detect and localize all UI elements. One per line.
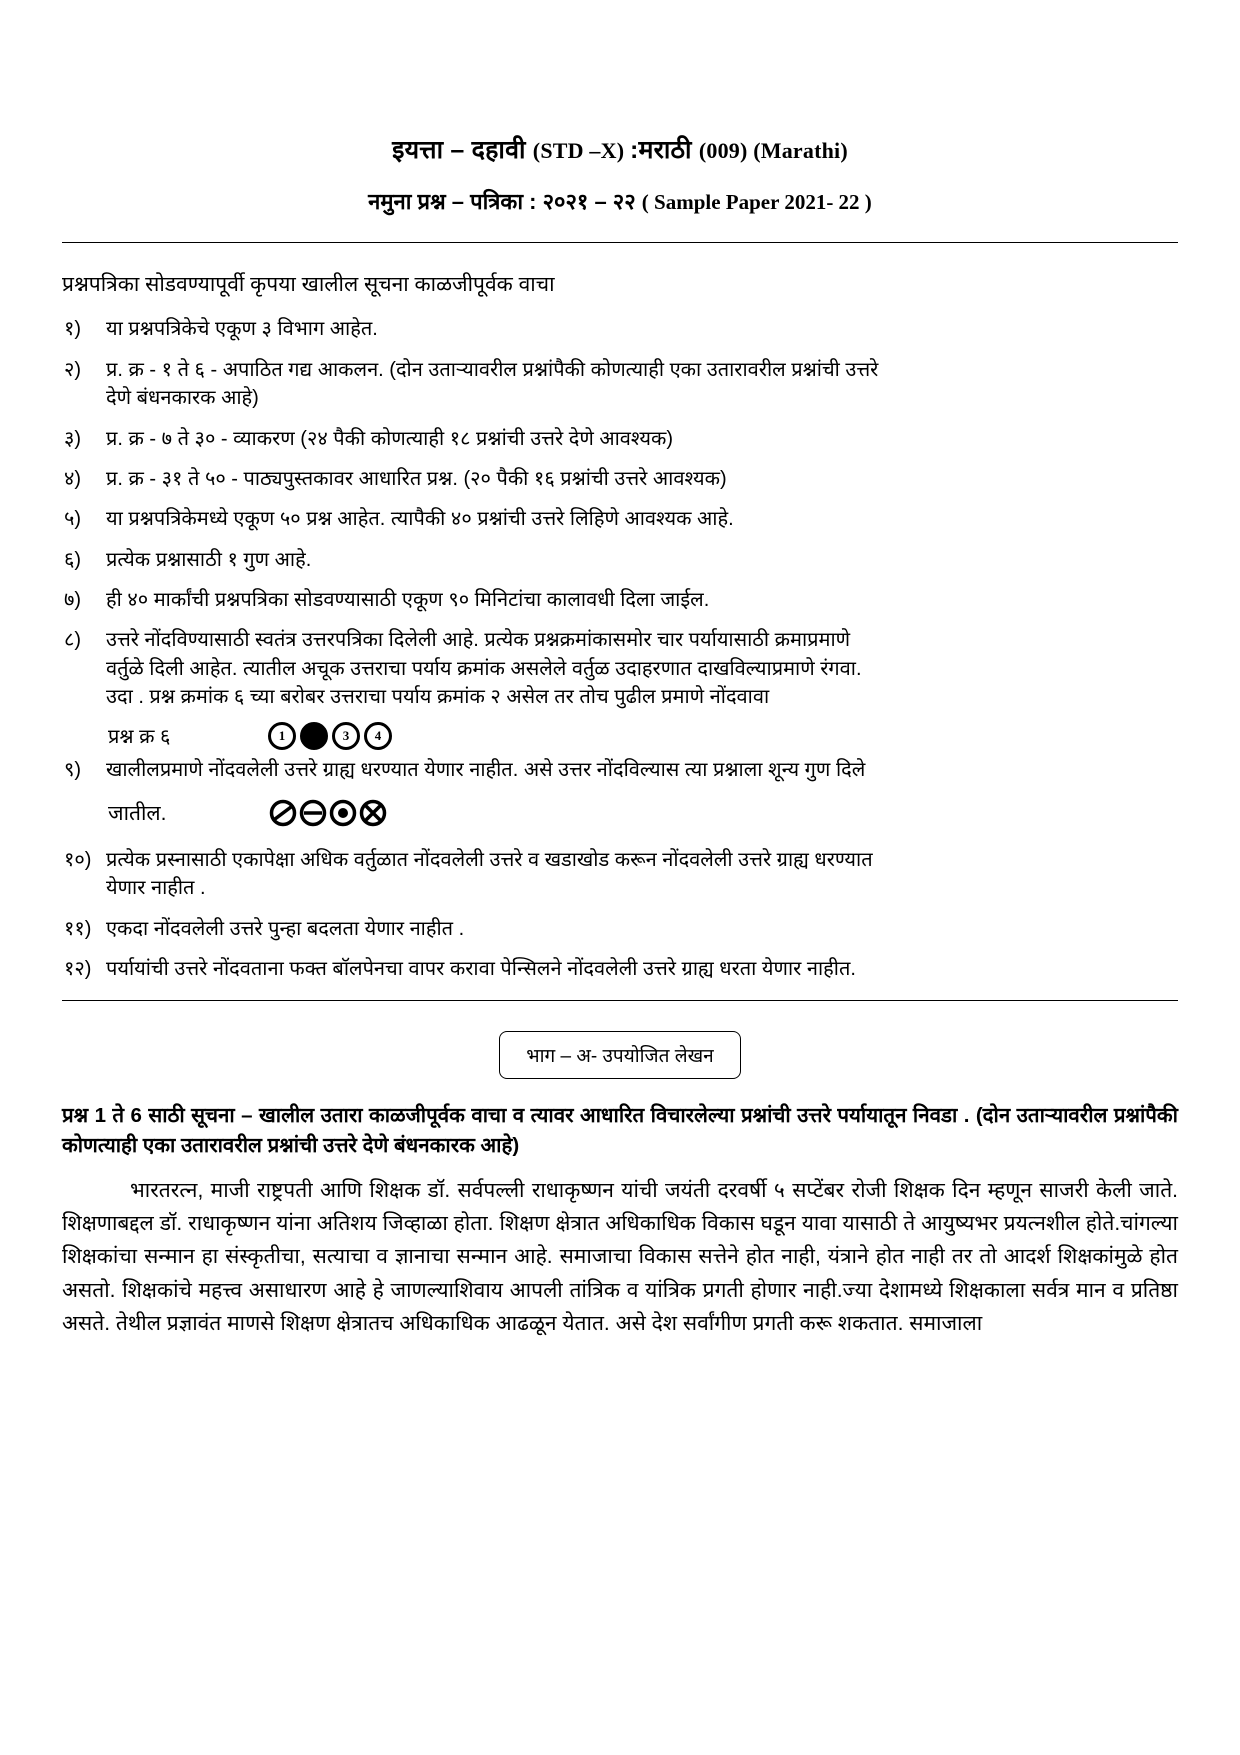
page-subtitle (0, 186, 1240, 216)
answer-bubble-option-4[interactable]: 4 (364, 722, 392, 750)
example-answer-row (108, 722, 1178, 750)
instruction-continuation-text: जातील. (108, 802, 167, 826)
answer-bubble-group[interactable] (268, 722, 392, 750)
title-subject-code: (009) (Marathi) (698, 138, 848, 163)
answer-bubble-option-3[interactable]: 3 (332, 722, 360, 750)
instruction-number: ५) (64, 508, 82, 531)
invalid-marks-row (108, 798, 1178, 828)
instruction-text (106, 315, 1178, 343)
subtitle-marathi: नमुना प्रश्न – पत्रिका : २०२१ – २२ (368, 189, 642, 214)
instruction-item-7 (62, 586, 1178, 614)
instruction-line: या प्रश्नपत्रिकेमध्ये एकूण ५० प्रश्न आहेत. त्यापैकी ४० प्रश्नांची उत्तरे लिहिणे आवश्यक आहे. (106, 508, 734, 531)
instruction-number: ६) (64, 548, 82, 571)
title-marathi-class: इयत्ता – दहावी (392, 136, 533, 164)
instruction-item-10 (62, 846, 1178, 903)
instruction-number: ३) (64, 427, 82, 450)
instruction-text (106, 756, 1178, 784)
slash-circle-icon (268, 798, 298, 828)
instruction-number: १०) (64, 849, 92, 872)
instruction-line: प्रत्येक प्रस्नासाठी एकापेक्षा अधिक वर्तुळात नोंदवलेली उत्तरे व खडाखोड करून नोंदवलेली उत्तरे ग्राह्य धरण्यात (106, 849, 873, 872)
instruction-item-8 (62, 626, 1178, 711)
instruction-line: प्र. क्र - १ ते ६ - अपाठित गद्य आकलन. (दोन उताऱ्यावरील प्रश्नांपैकी कोणत्याही एका उतारावरील प्रश्नांची उत्तरे (106, 358, 879, 381)
instruction-item-5 (62, 505, 1178, 533)
instruction-text (106, 846, 1178, 903)
instruction-line: एकदा नोंदवलेली उत्तरे पुन्हा बदलता येणार नाहीत . (106, 917, 465, 940)
instruction-line: या प्रश्नपत्रिकेचे एकूण ३ विभाग आहेत. (106, 318, 378, 341)
instruction-item-1 (62, 315, 1178, 343)
page-title (0, 132, 1240, 166)
instruction-line: प्र. क्र - ३१ ते ५० - पाठ्यपुस्तकावर आधारित प्रश्न. (२० पैकी १६ प्रश्नांची उत्तरे आवश्यक) (106, 467, 727, 490)
instruction-text (106, 356, 1178, 413)
reading-passage: भारतरत्न, माजी राष्ट्रपती आणि शिक्षक डॉ. सर्वपल्ली राधाकृष्णन यांची जयंती दरवर्षी ५ सप्टेंबर रोजी शिक्षक दिन म्हणून साजरी केली जाते. शिक्षणाबद्दल डॉ. राधाकृष्णन यांना अतिशय जिव्हाळा होता. शिक्षण क्षेत्रात अधिकाधिक विकास घडून यावा यासाठी ते आयुष्यभर प्रयत्नशील होते.चांगल्या शिक्षकांचा सन्मान हा संस्कृतीचा, सत्याचा व ज्ञानाचा सन्मान आहे. समाजाचा विकास सत्तेने होत नाही, यंत्राने होत नाही तर तो आदर्श शिक्षकांमुळे होत असतो. शिक्षकांचे महत्त्व असाधारण आहे हे जाणल्याशिवाय आपली तांत्रिक व यांत्रिक प्रगती होणार नाही.ज्या देशामध्ये शिक्षकाला सर्वत्र मान व प्रतिष्ठा असते. तेथील प्रज्ञावंत माणसे शिक्षण क्षेत्रातच अधिकाधिक आढळून येतात. असे देश सर्वांगीण प्रगती करू शकतात. समाजाला (62, 1179, 1178, 1335)
instruction-item-11 (62, 915, 1178, 943)
instruction-line: उदा . प्रश्न क्रमांक ६ च्या बरोबर उत्तराचा पर्याय क्रमांक २ असेल तर तोच पुढील प्रमाणे नोंदवावा (106, 686, 770, 709)
instruction-text (106, 955, 1178, 983)
instruction-line: प्रत्येक प्रश्नासाठी १ गुण आहे. (106, 548, 312, 571)
instruction-number: ७) (64, 589, 82, 612)
instruction-line: प्र. क्र - ७ ते ३० - व्याकरण (२४ पैकी कोणत्याही १८ प्रश्नांची उत्तरे देणे आवश्यक) (106, 427, 674, 450)
title-english-std: (STD –X) (532, 138, 630, 163)
instruction-item-6 (62, 546, 1178, 574)
instruction-number: ८) (64, 629, 82, 652)
dot-filled-circle-icon (328, 798, 358, 828)
instruction-number: ९) (64, 758, 82, 781)
section-header-wrap (0, 1031, 1240, 1079)
questions-1-6-instruction: प्रश्न 1 ते 6 साठी सूचना – खालील उतारा काळजीपूर्वक वाचा व त्यावर आधारित विचारलेल्या प्रश्नांची उत्तरे पर्यायातून निवडा . (दोन उताऱ्यावरील प्रश्नांपैकी कोणत्याही एका उतारावरील प्रश्नांची उत्तरे देणे बंधनकारक आहे) (62, 1103, 1178, 1158)
section-title-box: भाग – अ- उपयोजित लेखन (499, 1031, 740, 1079)
instructions-divider (62, 1000, 1178, 1001)
instructions-intro: प्रश्नपत्रिका सोडवण्यापूर्वी कृपया खालील सूचना काळजीपूर्वक वाचा (62, 273, 555, 296)
instruction-line: पर्यायांची उत्तरे नोंदवताना फक्त बॉलपेनचा वापर करावा पेन्सिलने नोंदवलेली उत्तरे ग्राह्य धरता येणार नाहीत. (106, 958, 856, 981)
instruction-item-12 (62, 955, 1178, 983)
answer-bubble-option-1[interactable]: 1 (268, 722, 296, 750)
instruction-text (106, 915, 1178, 943)
subtitle-english: ( Sample Paper 2021- 22 ) (641, 190, 872, 214)
instruction-line: ही ४० मार्कांची प्रश्नपत्रिका सोडवण्यासाठी एकूण ९० मिनिटांचा कालावधी दिला जाईल. (106, 589, 710, 612)
instruction-text (106, 626, 1178, 711)
instruction-number: ११) (64, 917, 92, 940)
instruction-line: उत्तरे नोंदविण्यासाठी स्वतंत्र उत्तरपत्रिका दिलेली आहे. प्रत्येक प्रश्नक्रमांकासमोर चार पर्यायासाठी क्रमाप्रमाणे (106, 629, 851, 652)
instruction-item-3 (62, 425, 1178, 453)
title-marathi-subject: :मराठी (629, 136, 699, 164)
instruction-line: देणे बंधनकारक आहे) (106, 387, 259, 410)
header-divider (62, 242, 1178, 243)
instruction-text (106, 465, 1178, 493)
instruction-number: १२) (64, 958, 92, 981)
invalid-marks-group (268, 798, 388, 828)
instruction-text (106, 425, 1178, 453)
instruction-text (106, 505, 1178, 533)
instructions-section (62, 271, 1178, 984)
instruction-number: २) (64, 358, 82, 381)
answer-bubble-option-2-filled[interactable]: 2 (300, 722, 328, 750)
instruction-number: ४) (64, 467, 82, 490)
instruction-number: १) (64, 318, 82, 341)
instruction-text (106, 586, 1178, 614)
instruction-line: येणार नाहीत . (106, 877, 206, 900)
instruction-text (106, 546, 1178, 574)
document-header (0, 0, 1240, 216)
horizontal-line-circle-icon (298, 798, 328, 828)
instruction-item-4 (62, 465, 1178, 493)
instruction-item-2 (62, 356, 1178, 413)
instruction-item-9 (62, 756, 1178, 784)
cross-circle-icon (358, 798, 388, 828)
instruction-line: वर्तुळे दिली आहेत. त्यातील अचूक उत्तराचा पर्याय क्रमांक असलेले वर्तुळ उदाहरणात दाखविल्याप्रमाणे रंगवा. (106, 657, 862, 680)
example-question-label: प्रश्न क्र ६ (108, 726, 171, 749)
instruction-line: खालीलप्रमाणे नोंदवलेली उत्तरे ग्राह्य धरण्यात येणार नाहीत. असे उत्तर नोंदविल्यास त्या प्रश्नाला शून्य गुण दिले (106, 758, 866, 781)
